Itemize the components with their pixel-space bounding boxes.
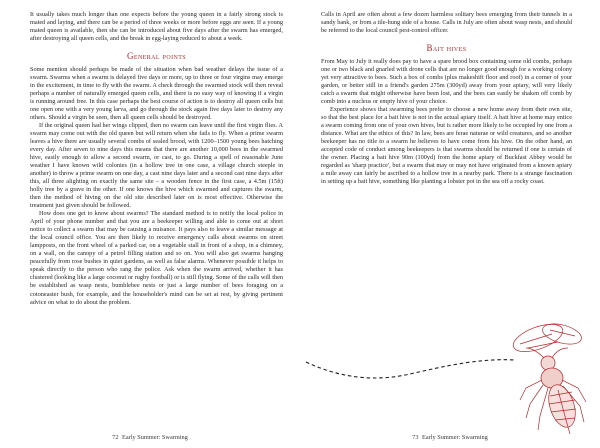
running-title: Early Summer: Swarming (122, 434, 188, 441)
right-intro-paragraph: Calls in April are often about a few dozen harmless solitary bees emerging from their tunnels in a sandy bank, or from a tile-hung side of a house. Calls in July are often about wasp nests, and should be referred to the local council pest-control officer. (321, 11, 572, 35)
heading-general-points: General points (126, 51, 186, 62)
body-paragraph: From May to July it really does pay to have a spare brood box containing some old combs, perhaps one or two black and gnarled with drone cells that are no longer good enough for a working colony yet very attractive to bees. Such a box of combs (plus makeshift floor and roof) in a corner of your garden, or better still in a friend's garden 275m (300yd) away from your apiary, will very likely catch a swarm that might otherwise have been lost, and the bees can easily be shaken off comb by comb into a nucleus or empty hive of your choice. (321, 58, 572, 106)
body-paragraph: Experience shows that swarming bees prefer to choose a new home away from their own site, so that the best place for a bait hive is not in the actual apiary itself. A bait hive at home may entice a swarm coming from one of your own hives, but is rather more likely to be occupied by one from a distance. What are the ethics of this? In law, bees are ferae naturae or wild creatures, and so another beekeeper has no title to a swarm he believes to have come from his hive. On the other hand, an accepted code of conduct among beekeepers is that swarms should be returned if one is certain of the owner. Placing a bait hive 90m (100yd) from the home apiary of Buckfast Abbey would be regarded as 'sharp practice', but a swarm that may or may not have originated from a known apiary a mile away can fairly be ascribed to a hollow tree in a nearby park. There is a strange fascination in setting up a bait hive, something like planting a lobster pot in the sea off a rocky coast. (321, 106, 572, 186)
body-paragraph: How does one get to know about swarms? The standard method is to notify the local police in April of your phone number and that you are a beekeeper willing and able to come out at short notice to collect a swarm that may be causing a nuisance. It pays also to leave a similar message at the local council office. You are then likely to receive emergency calls about swarms on street lampposts, on the front wheel of a parked car, on a vegetable stall in front of a shop, in a chimney, on a wall, on the canopy of a petrol filling station and so on. You will also get swarms hanging peacefully from rose bushes in quiet gardens, as well as false alarms. Whenever possible it helps to speak directly to the person who rang the police. Ask when the swarm arrived, whether it has clustered (looking like a large coconut or rugby football) or is still flying. Some of the calls will then be established as wasp nests, bumblebee nests or just a large number of bees foraging on a cotoneaster bush, for example, and the householder's mind can be set at rest, by giving pertinent advice on what to do about the problem. (30, 210, 283, 306)
body-paragraph: Some mention should perhaps be made of the situation when bad weather delays the issue of a swarm. Swarms when a swarm is delayed five days or more, up to three or four virgins may emerge in the excitement, in time to fly with the swarm. A check through the swarmed stock will then reveal perhaps a number of naturally emerged queen cells, and there is no easy way of knowing if a virgin is running around free. In this case perhaps the best course of action is to destroy all queen cells but one open one with a very young larva, and go through the stock again five days later to destroy any others. Should a virgin be seen, then all queen cells should be destroyed. (30, 66, 283, 122)
running-title: Early Summer: Swarming (422, 434, 488, 441)
left-intro-paragraph: It usually takes much longer than one expects before the young queen in a fairly strong stock is mated and laying, and there can be a period of three weeks or more before eggs are seen. If a young mated queen is available, then she can be introduced about five days after the swarm has emerged, after destroying all queen cells, and the break in egg-laying reduced to about a week. (30, 11, 283, 43)
left-folio (0, 434, 300, 441)
right-folio (300, 434, 600, 441)
right-page (300, 0, 600, 448)
heading-bait-hives: Bait hives (426, 43, 467, 54)
bee-illustration-icon (300, 318, 600, 443)
body-paragraph: If the original queen had her wings clipped, then no swarm can leave until the first virgin flies. A swarm may come out with the old queen but will return when she fails to fly. When a prime swarm leaves a hive there are usually several combs of sealed brood, with 1200–1500 young bees hatching every day. After seven to nine days this means that there are another 10,000 bees in the swarmed hive, easily enough to allow a second swarm, or cast, to go. During a spell of reasonable June weather I have known wild colonies (in a hollow tree in one case, a village church steeple in another) to throw a prime swarm on one day, a cast nine days later and a second cast nine days after this, all three alighting on exactly the same site – a wooden fence in the first case, a 4.5m (15ft) holly tree by a grave in the other. If one knows the hive which swarmed and captures the swarm, then the method of hiving on the old site described later on is most effective. Otherwise the treatment just given should be followed. (30, 122, 283, 210)
page-number: 73 (412, 434, 419, 441)
flight-path (306, 360, 515, 378)
page-number: 72 (112, 434, 119, 441)
bee-drawing (510, 319, 586, 434)
